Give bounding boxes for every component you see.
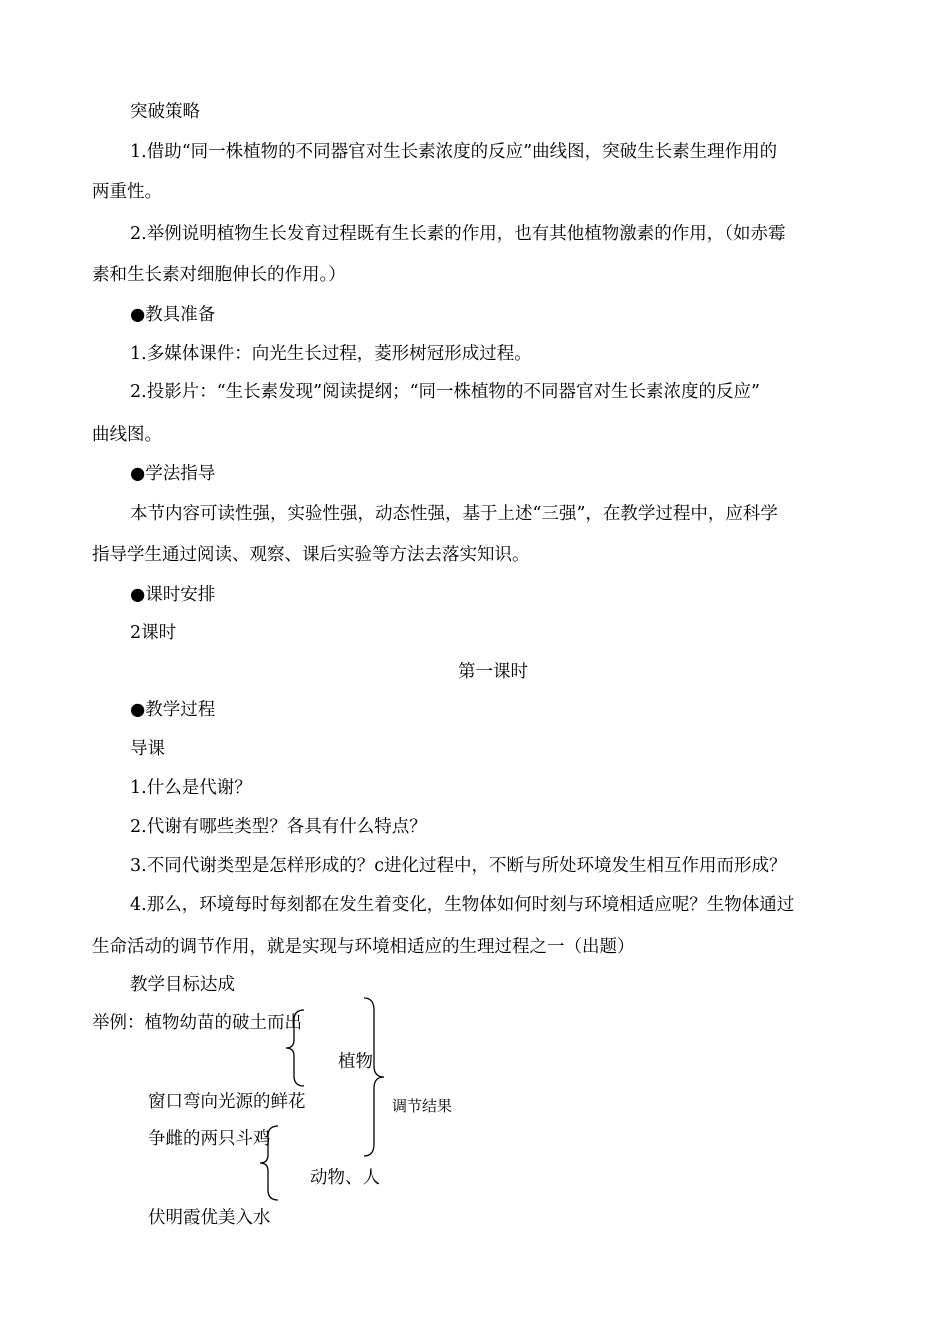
strategy-item-2-line-1: 2.举例说明植物生长发育过程既有生长素的作用，也有其他植物激素的作用，（如赤霉: [130, 224, 786, 244]
intro-question-4-line-2: 生命活动的调节作用，就是实现与环境相适应的生理过程之一（出题）: [92, 937, 635, 957]
section-heading-method: ●学法指导: [130, 464, 216, 484]
example-diver: 伏明霞优美入水: [148, 1208, 271, 1228]
example-roosters: 争雌的两只斗鸡: [148, 1129, 271, 1149]
intro-question-4-line-1: 4.那么，环境每时每刻都在发生着变化，生物体如何时刻与环境相适应呢？生物体通过: [130, 895, 795, 915]
intro-question-2: 2.代谢有哪些类型？各具有什么特点？: [130, 817, 427, 837]
strategy-item-1-line-2: 两重性。: [92, 182, 162, 202]
example-flower: 窗口弯向光源的鲜花: [148, 1092, 306, 1112]
tools-item-1: 1.多媒体课件：向光生长过程，菱形树冠形成过程。: [130, 344, 532, 364]
goal-label: 教学目标达成: [130, 975, 235, 995]
tools-item-2-line-2: 曲线图。: [92, 425, 162, 445]
brace-plant: [282, 1008, 312, 1088]
section-heading-schedule: ●课时安排: [130, 585, 216, 605]
intro-label: 导课: [130, 739, 165, 759]
tools-item-2-line-1: 2.投影片：“生长素发现”阅读提纲；“同一株植物的不同器官对生长素浓度的反应”: [130, 382, 760, 402]
section-heading-process: ●教学过程: [130, 700, 216, 720]
group-label-animal: 动物、人: [310, 1168, 380, 1188]
method-text-line-1: 本节内容可读性强，实验性强，动态性强，基于上述“三强”，在教学过程中，应科学: [130, 504, 778, 524]
intro-question-1: 1.什么是代谢？: [130, 778, 252, 798]
result-label: 调节结果: [392, 1097, 453, 1115]
lesson-title: 第一课时: [458, 662, 528, 682]
intro-question-3: 3.不同代谢类型是怎样形成的？c进化过程中，不断与所处环境发生相互作用而形成？: [130, 856, 787, 876]
section-heading-strategy: 突破策略: [130, 102, 200, 122]
brace-result: [358, 996, 388, 1158]
section-heading-tools: ●教具准备: [130, 305, 216, 325]
strategy-item-2-line-2: 素和生长素对细胞伸长的作用。）: [92, 265, 346, 285]
group-label-plant: 植物: [338, 1052, 373, 1072]
example-seedling: 举例：植物幼苗的破土而出: [92, 1013, 302, 1033]
brace-animal: [256, 1124, 286, 1202]
strategy-item-1-line-1: 1.借助“同一株植物的不同器官对生长素浓度的反应”曲线图，突破生长素生理作用的: [130, 142, 778, 162]
schedule-text: 2课时: [130, 623, 177, 643]
method-text-line-2: 指导学生通过阅读、观察、课后实验等方法去落实知识。: [92, 545, 530, 565]
